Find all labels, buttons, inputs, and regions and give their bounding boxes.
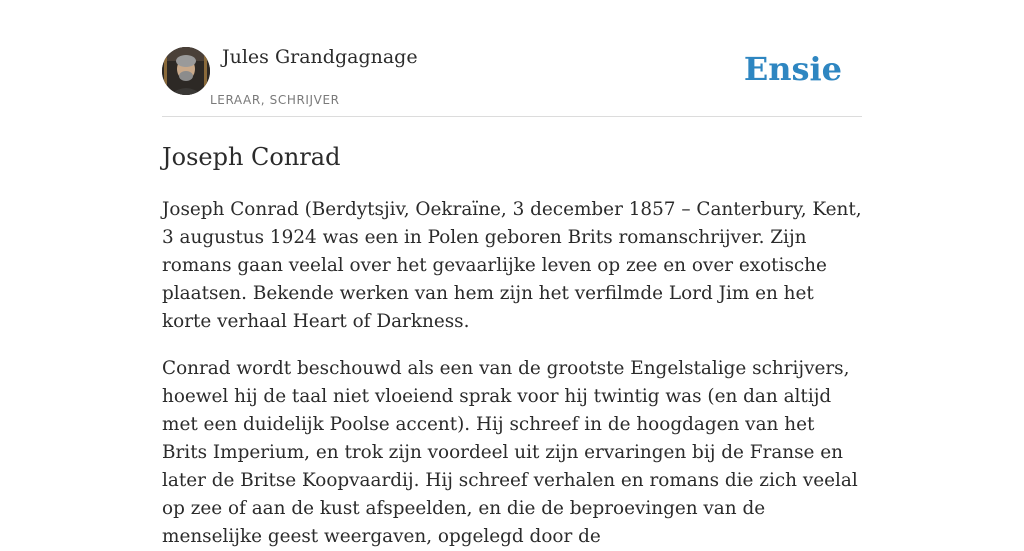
article-paragraph: Conrad wordt beschouwd als een van de grootste Engelstalige schrijvers, hoewel hij de taal niet vloeiend sprak voor hij twintig was (en dan altijd met een duidelijk Poolse accent). Hij schreef in de hoogdagen van het Brits Imperium, en trok zijn voordeel uit zijn ervaringen bij de Franse en later de Britse Koopvaardij. Hij schreef verhalen en romans die zich veelal op zee of aan de kust afspeelden, en die de beproevingen van de menselijke geest weergaven, opgelegd door de <box>162 358 858 547</box>
article-title: Joseph Conrad <box>162 143 341 171</box>
article-paragraph: Joseph Conrad (Berdytsjiv, Oekraïne, 3 december 1857 – Canterbury, Kent, 3 augustus 1924 was een in Polen geboren Brits romanschrijver. Zijn romans gaan veelal over het gevaarlijke leven op zee en over exotische plaatsen. Bekende werken van hem zijn het verfilmde Lord Jim en het korte verhaal Heart of Darkness. <box>162 199 862 332</box>
author-header <box>162 0 862 117</box>
avatar-portrait-icon <box>162 47 210 95</box>
article-page <box>162 0 862 551</box>
author-role: LERAAR, SCHRIJVER <box>210 93 340 107</box>
author-avatar[interactable] <box>162 47 210 95</box>
ensie-logo[interactable]: Ensie <box>743 50 842 88</box>
author-name[interactable]: Jules Grandgagnage <box>222 46 418 68</box>
